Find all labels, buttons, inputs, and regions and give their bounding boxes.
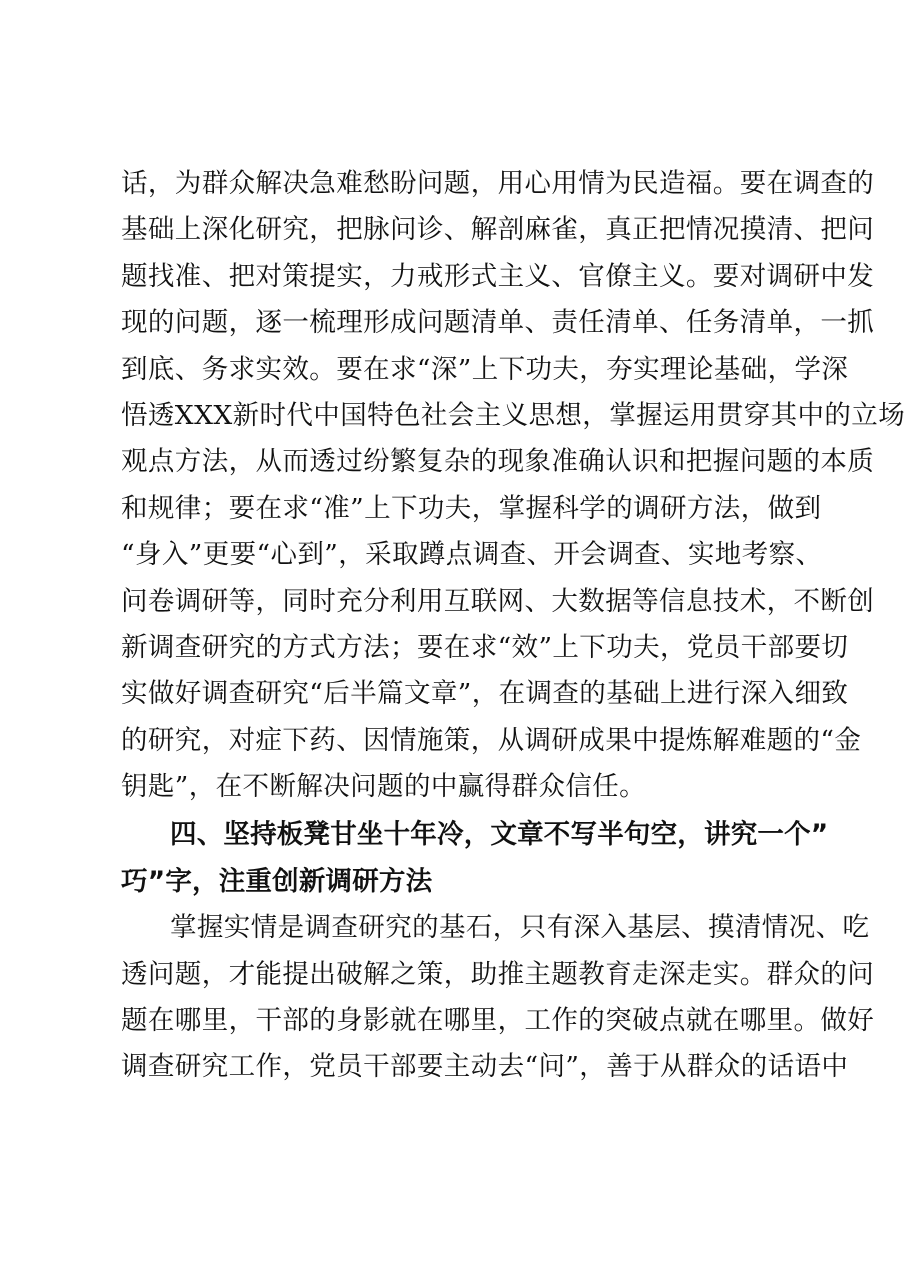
text-line: “身入”更要“心到”，采取蹲点调查、开会调查、实地考察、 [121,539,823,571]
text-line: 到底、务求实效。要在求“深”上下功夫，夯实理论基础，学深 [121,353,849,385]
text-line: 的研究，对症下药、因情施策，从调研成果中提炼解难题的“金 [121,724,862,756]
document-body [121,161,906,1091]
text-line: 实做好调查研究“后半篇文章”，在调查的基础上进行深入细致 [121,678,849,710]
text-line: 题在哪里，干部的身影就在哪里，工作的突破点就在哪里。做好 [121,1005,875,1037]
text-line: 新调查研究的方式方法；要在求“效”上下功夫，党员干部要切 [121,631,849,663]
text-line: 题找准、把对策提实，力戒形式主义、官僚主义。要对调研中发 [121,260,875,292]
text-line: 钥匙”，在不断解决问题的中赢得群众信任。 [121,771,647,803]
text-line: 基础上深化研究，把脉问诊、解剖麻雀，真正把情况摸清、把问 [121,214,875,246]
heading-line: 四、坚持板凳甘坐十年冷，文章不写半句空，讲究一个” [170,819,829,851]
text-line: 调查研究工作，党员干部要主动去“问”，善于从群众的话语中 [121,1051,849,1083]
text-line: 透问题，才能提出破解之策，助推主题教育走深走实。群众的问 [121,958,875,990]
text-line: 观点方法，从而透过纷繁复杂的现象准确认识和把握问题的本质 [121,446,875,478]
paragraph [121,905,875,1091]
text-line: 和规律；要在求“准”上下功夫，掌握科学的调研方法，做到 [121,492,822,524]
section-heading [121,812,829,905]
text-line: 话，为群众解决急难愁盼问题，用心用情为民造福。要在调查的 [121,168,875,199]
paragraph-continuation [121,161,906,810]
heading-line: 巧”字，注重创新调研方法 [121,865,433,897]
text-line: 现的问题，逐一梳理形成问题清单、责任清单、任务清单，一抓 [121,307,875,339]
text-line: 悟透XXX新时代中国特色社会主义思想，掌握运用贯穿其中的立场 [121,399,906,431]
text-line: 掌握实情是调查研究的基石，只有深入基层、摸清情况、吃 [170,912,870,944]
text-line: 问卷调研等，同时充分利用互联网、大数据等信息技术，不断创 [121,585,875,617]
